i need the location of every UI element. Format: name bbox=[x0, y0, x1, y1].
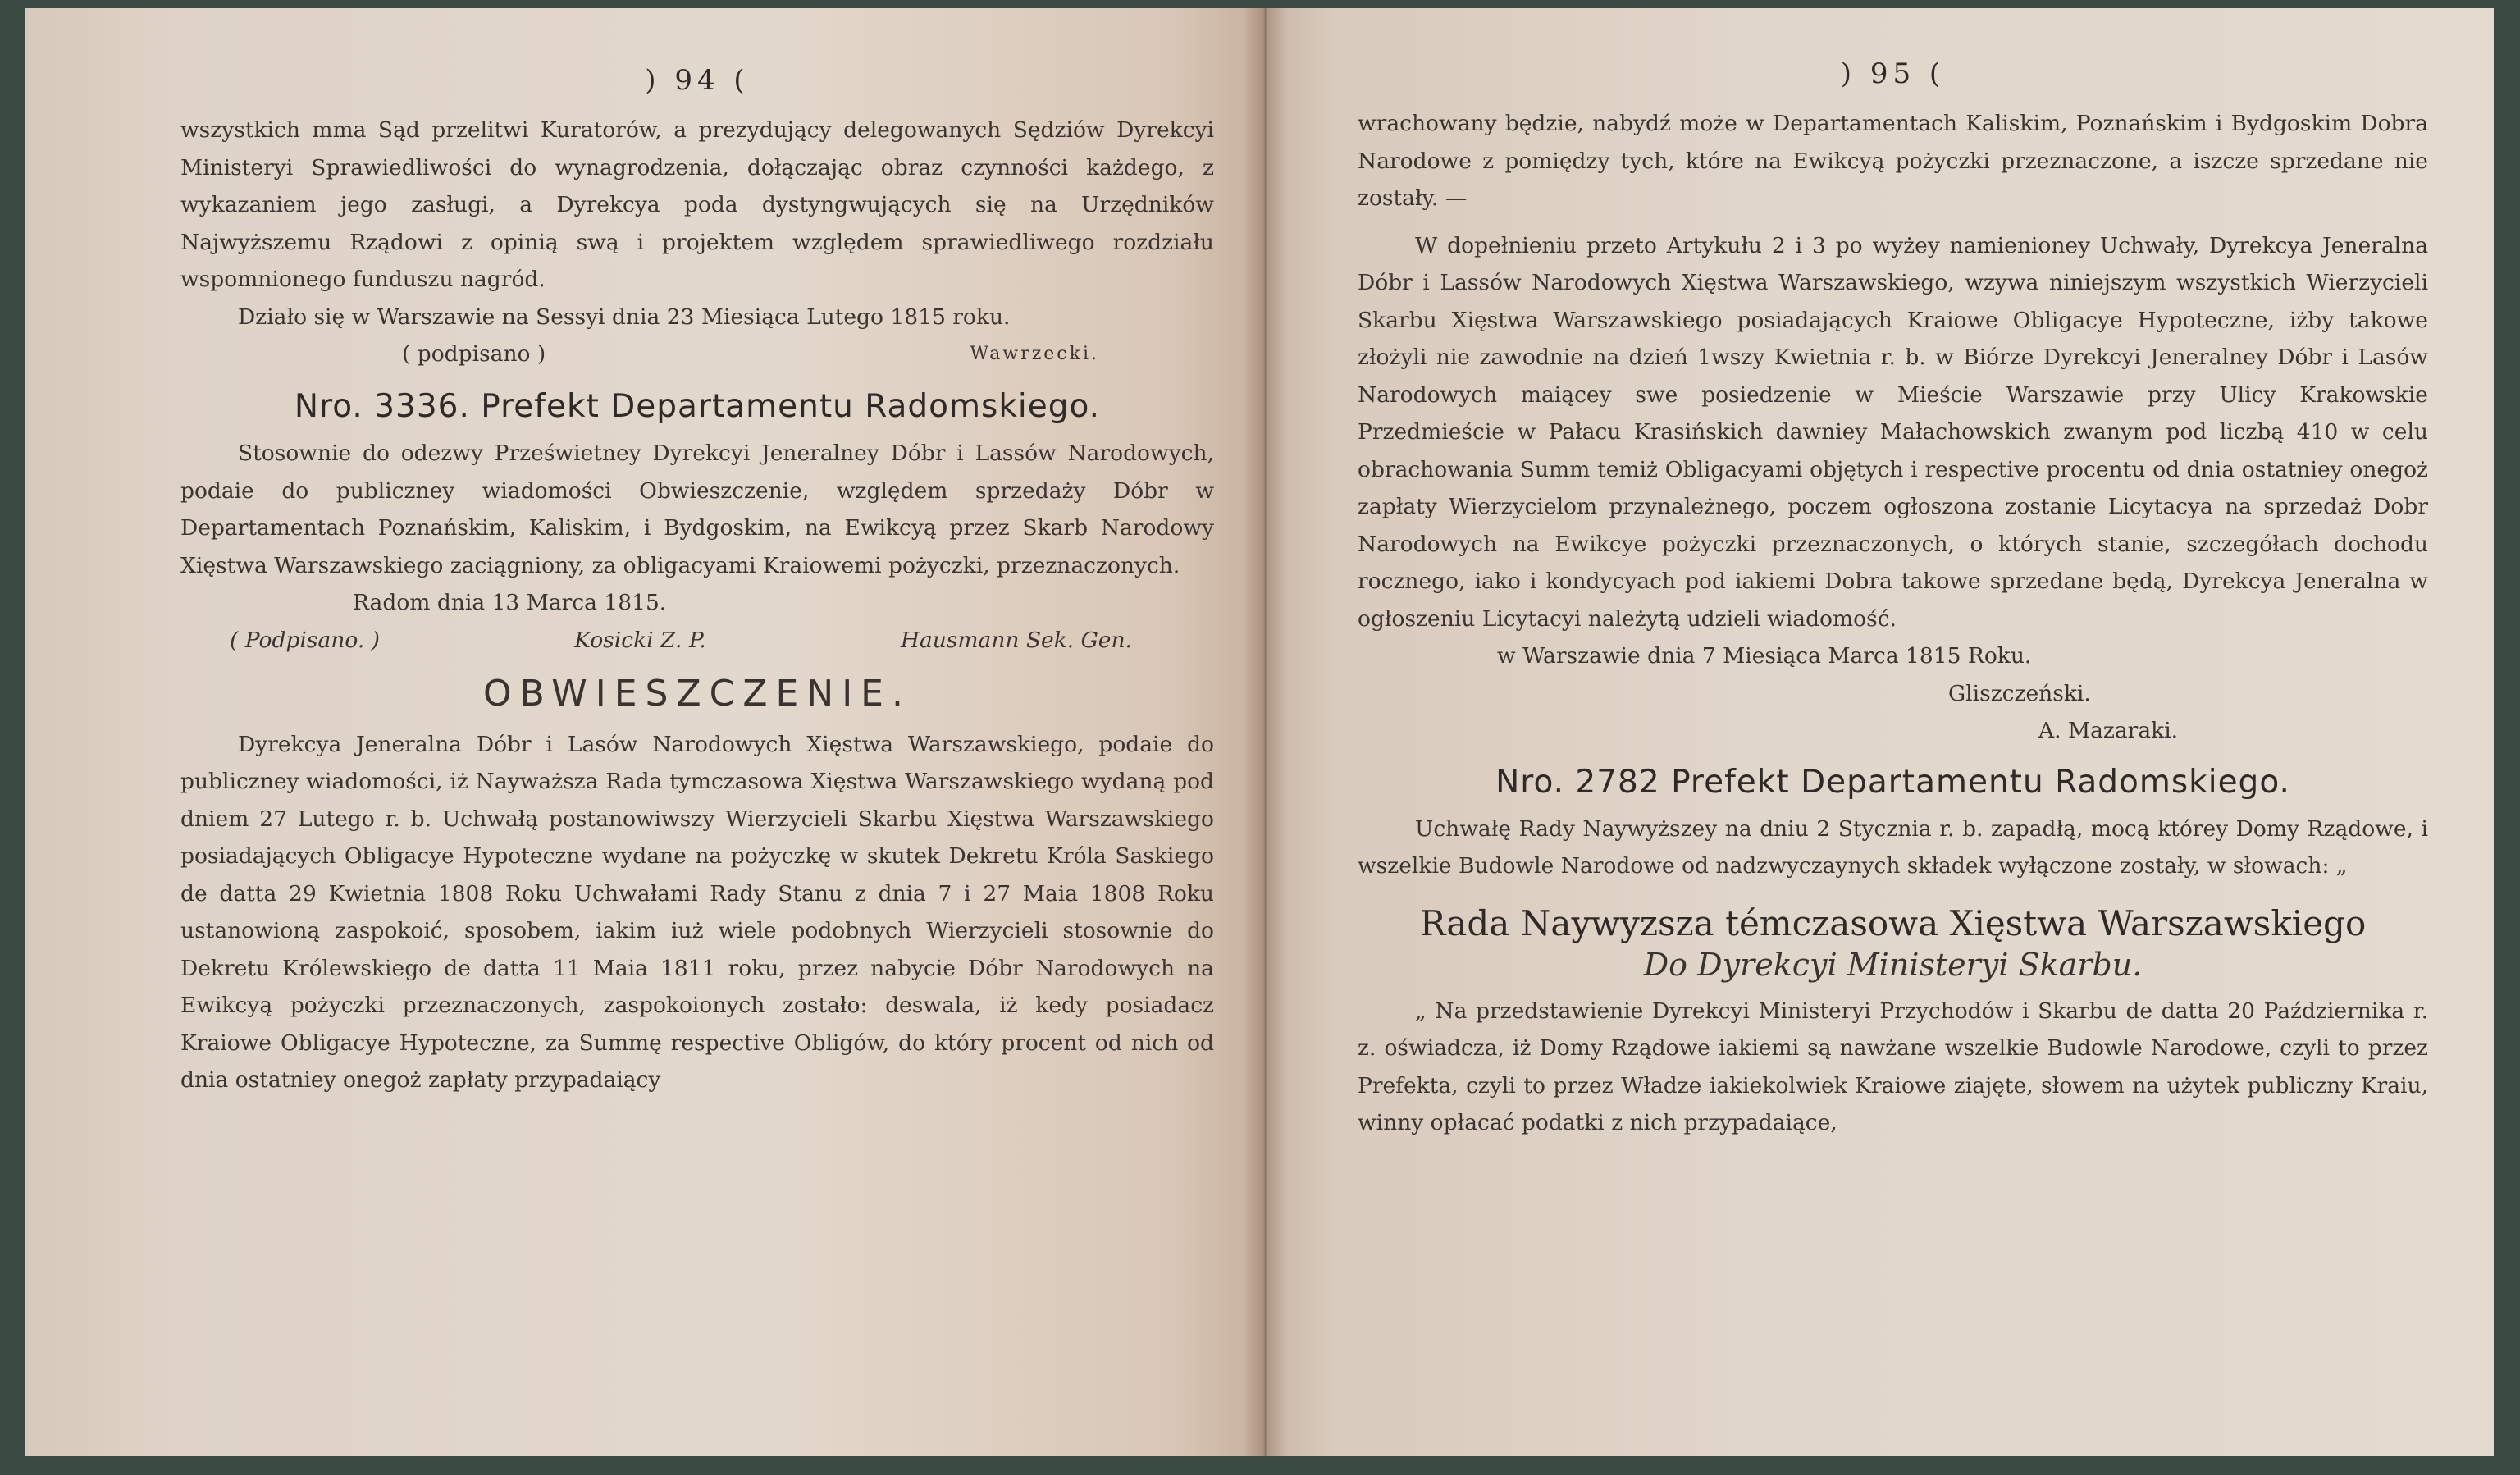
right-page bbox=[1263, 8, 2494, 1456]
left-place-date: Radom dnia 13 Marca 1815. bbox=[353, 590, 667, 615]
left-signature-row bbox=[180, 336, 1214, 373]
left-heading-obwieszczenie: OBWIESZCZENIE. bbox=[483, 672, 911, 715]
left-intro-paragraph: wszystkich mma Sąd przelitwi Kuratorów, a prezydujący delegowanych Sędziów Dyrekcyi Ministeryi Sprawiedliwości do wynagrodzenia, dołączając obraz czynności każdego, z wykazaniem jego zasługi, a Dyrekcya poda dystyngwujących się na Urzędników Najwyższemu Rządowi z opinią swą i projektem względem sprawiedliwego rozdziału wspomnionego funduszu nagród. bbox=[180, 117, 1214, 292]
right-heading-dyrekcyi: Do Dyrekcyi Ministeryi Skarbu. bbox=[1643, 946, 2143, 983]
left-paragraph-2: Stosownie do odezwy Prześwietney Dyrekcyi Jeneralney Dóbr i Lassów Narodowych, podaie do publiczney wiadomości Obwieszczenie, względem sprzedaży Dóbr w Departamentach Poznańskim, Kaliskim, i Bydgoskim, na Ewikcyą przez Skarb Narodowy Xięstwa Warszawskiego zaciągniony, za obligacyami Kraiowemi pożyczki, przeznaczonych. bbox=[180, 441, 1214, 578]
book-spread bbox=[25, 8, 2494, 1456]
signed-2-secretary: Hausmann Sek. Gen. bbox=[900, 627, 1132, 653]
page-number-right: ) 95 ( bbox=[1840, 57, 1946, 90]
right-paragraph-4: „ Na przedstawienie Dyrekcyi Ministeryi Przychodów i Skarbu de datta 20 Października r. z. oświadcza, iż Domy Rządowe iakiemi są nawżane wszelkie Budowle Narodowe, czyli to przez Prefekta, czyli to przez Władze iakiekolwiek Kraiowe ziajęte, słowem na użytek publiczny Kraiu, winny opłacać podatki z nich przypadaiące, bbox=[1358, 998, 2428, 1135]
right-paragraph-1: wrachowany będzie, nabydź może w Departamentach Kaliskim, Poznańskim i Bydgoskim Dobra Narodowe z pomiędzy tych, które na Ewikcyą pożyczki przeznaczone, a iszcze sprzedane nie zostały. — bbox=[1358, 111, 2428, 211]
book-gutter bbox=[1243, 8, 1288, 1456]
right-signer-2: A. Mazaraki. bbox=[2038, 717, 2179, 743]
signed-name: Wawrzecki. bbox=[970, 344, 1099, 364]
right-heading-rada: Rada Naywyzsza témczasowa Xięstwa Warszawskiego bbox=[1419, 902, 2367, 943]
signed-label: ( podpisano ) bbox=[402, 341, 546, 367]
signed-2-label: ( Podpisano. ) bbox=[230, 627, 381, 653]
left-page bbox=[25, 8, 1263, 1456]
signed-2-name: Kosicki Z. P. bbox=[574, 627, 706, 653]
right-signer-1: Gliszczeński. bbox=[1948, 680, 2091, 706]
right-dated-line: w Warszawie dnia 7 Miesiąca Marca 1815 Roku. bbox=[1497, 643, 2032, 669]
left-dated-line: Działo się w Warszawie na Sessyi dnia 23 Miesiąca Lutego 1815 roku. bbox=[238, 304, 1011, 330]
right-paragraph-2: W dopełnieniu przeto Artykułu 2 i 3 po wyżey namienioney Uchwały, Dyrekcya Jeneralna Dóbr i Lassów Narodowych Xięstwa Warszawskiego, wzywa niniejszym wszystkich Wierzycieli Skarbu Xięstwa Warszawskiego posiadających Kraiowe Obligacye Hypoteczne, iżby takowe złożyli nie zawodnie na dzień 1wszy Kwietnia r. b. w Biórze Dyrekcyi Jeneralney Dóbr i Lasów Narodowych maiącey swe posiedzenie w Mieście Warszawie przy Ulicy Krakowskie Przedmieście w Pałacu Krasińskich dawniey Małachowskich zwanym pod liczbą 410 w celu obrachowania Summ temiż Obligacyami objętych i respective procentu od dnia ostatniey onegoż zapłaty Wierzycielom przynależnego, poczem ogłoszona zostanie Licytacya na sprzedaż Dobr Narodowych na Ewikcye pożyczki przeznaczonych, o których stanie, szczegółach dochodu rocznego, iako i kondycyach pod iakiemi Dobra takowe sprzedane będą, Dyrekcya Jeneralna w ogłoszeniu Licytacyi należytą udzieli wiadomość. bbox=[1358, 232, 2428, 632]
page-number-left: ) 94 ( bbox=[645, 64, 750, 97]
right-heading-prefekt: Nro. 2782 Prefekt Departamentu Radomskiego. bbox=[1495, 763, 2290, 801]
right-paragraph-3: Uchwałę Rady Naywyższey na dniu 2 Stycznia r. b. zapadłą, mocą którey Domy Rządowe, i wszelkie Budowle Narodowe od nadzwyczaynych składek wyłączone zostały, w słowach: „ bbox=[1358, 815, 2428, 879]
left-signature-row-2 bbox=[180, 622, 1214, 660]
left-paragraph-3: Dyrekcya Jeneralna Dóbr i Lasów Narodowych Xięstwa Warszawskiego, podaie do publiczney wiadomości, iż Nayważsza Rada tymczasowa Xięstwa Warszawskiego wydaną pod dniem 27 Lutego r. b. Uchwałą postanowiwszy Wierzycieli Skarbu Xięstwa Warszawskiego posiadających Obligacye Hypoteczne wydane na pożyczkę w skutek Dekretu Króla Saskiego de datta 29 Kwietnia 1808 Roku Uchwałami Rady Stanu z dnia 7 i 27 Maia 1808 Roku ustanowioną zaspokoić, sposobem, iakim iuż wiele podobnych Wierzycieli stosownie do Dekretu Królewskiego de datta 11 Maia 1811 roku, przez nabycie Dóbr Narodowych na Ewikcyą pożyczki przeznaczonych, zaspokoionych zostało: deswala, iż kedy posiadacz Kraiowe Obligacye Hypoteczne, za Summę respective Obligów, do który procent od nich od dnia ostatniey onegoż zapłaty przypadaiący bbox=[180, 731, 1214, 1093]
left-heading-prefekt: Nro. 3336. Prefekt Departamentu Radomskiego. bbox=[294, 388, 1101, 425]
